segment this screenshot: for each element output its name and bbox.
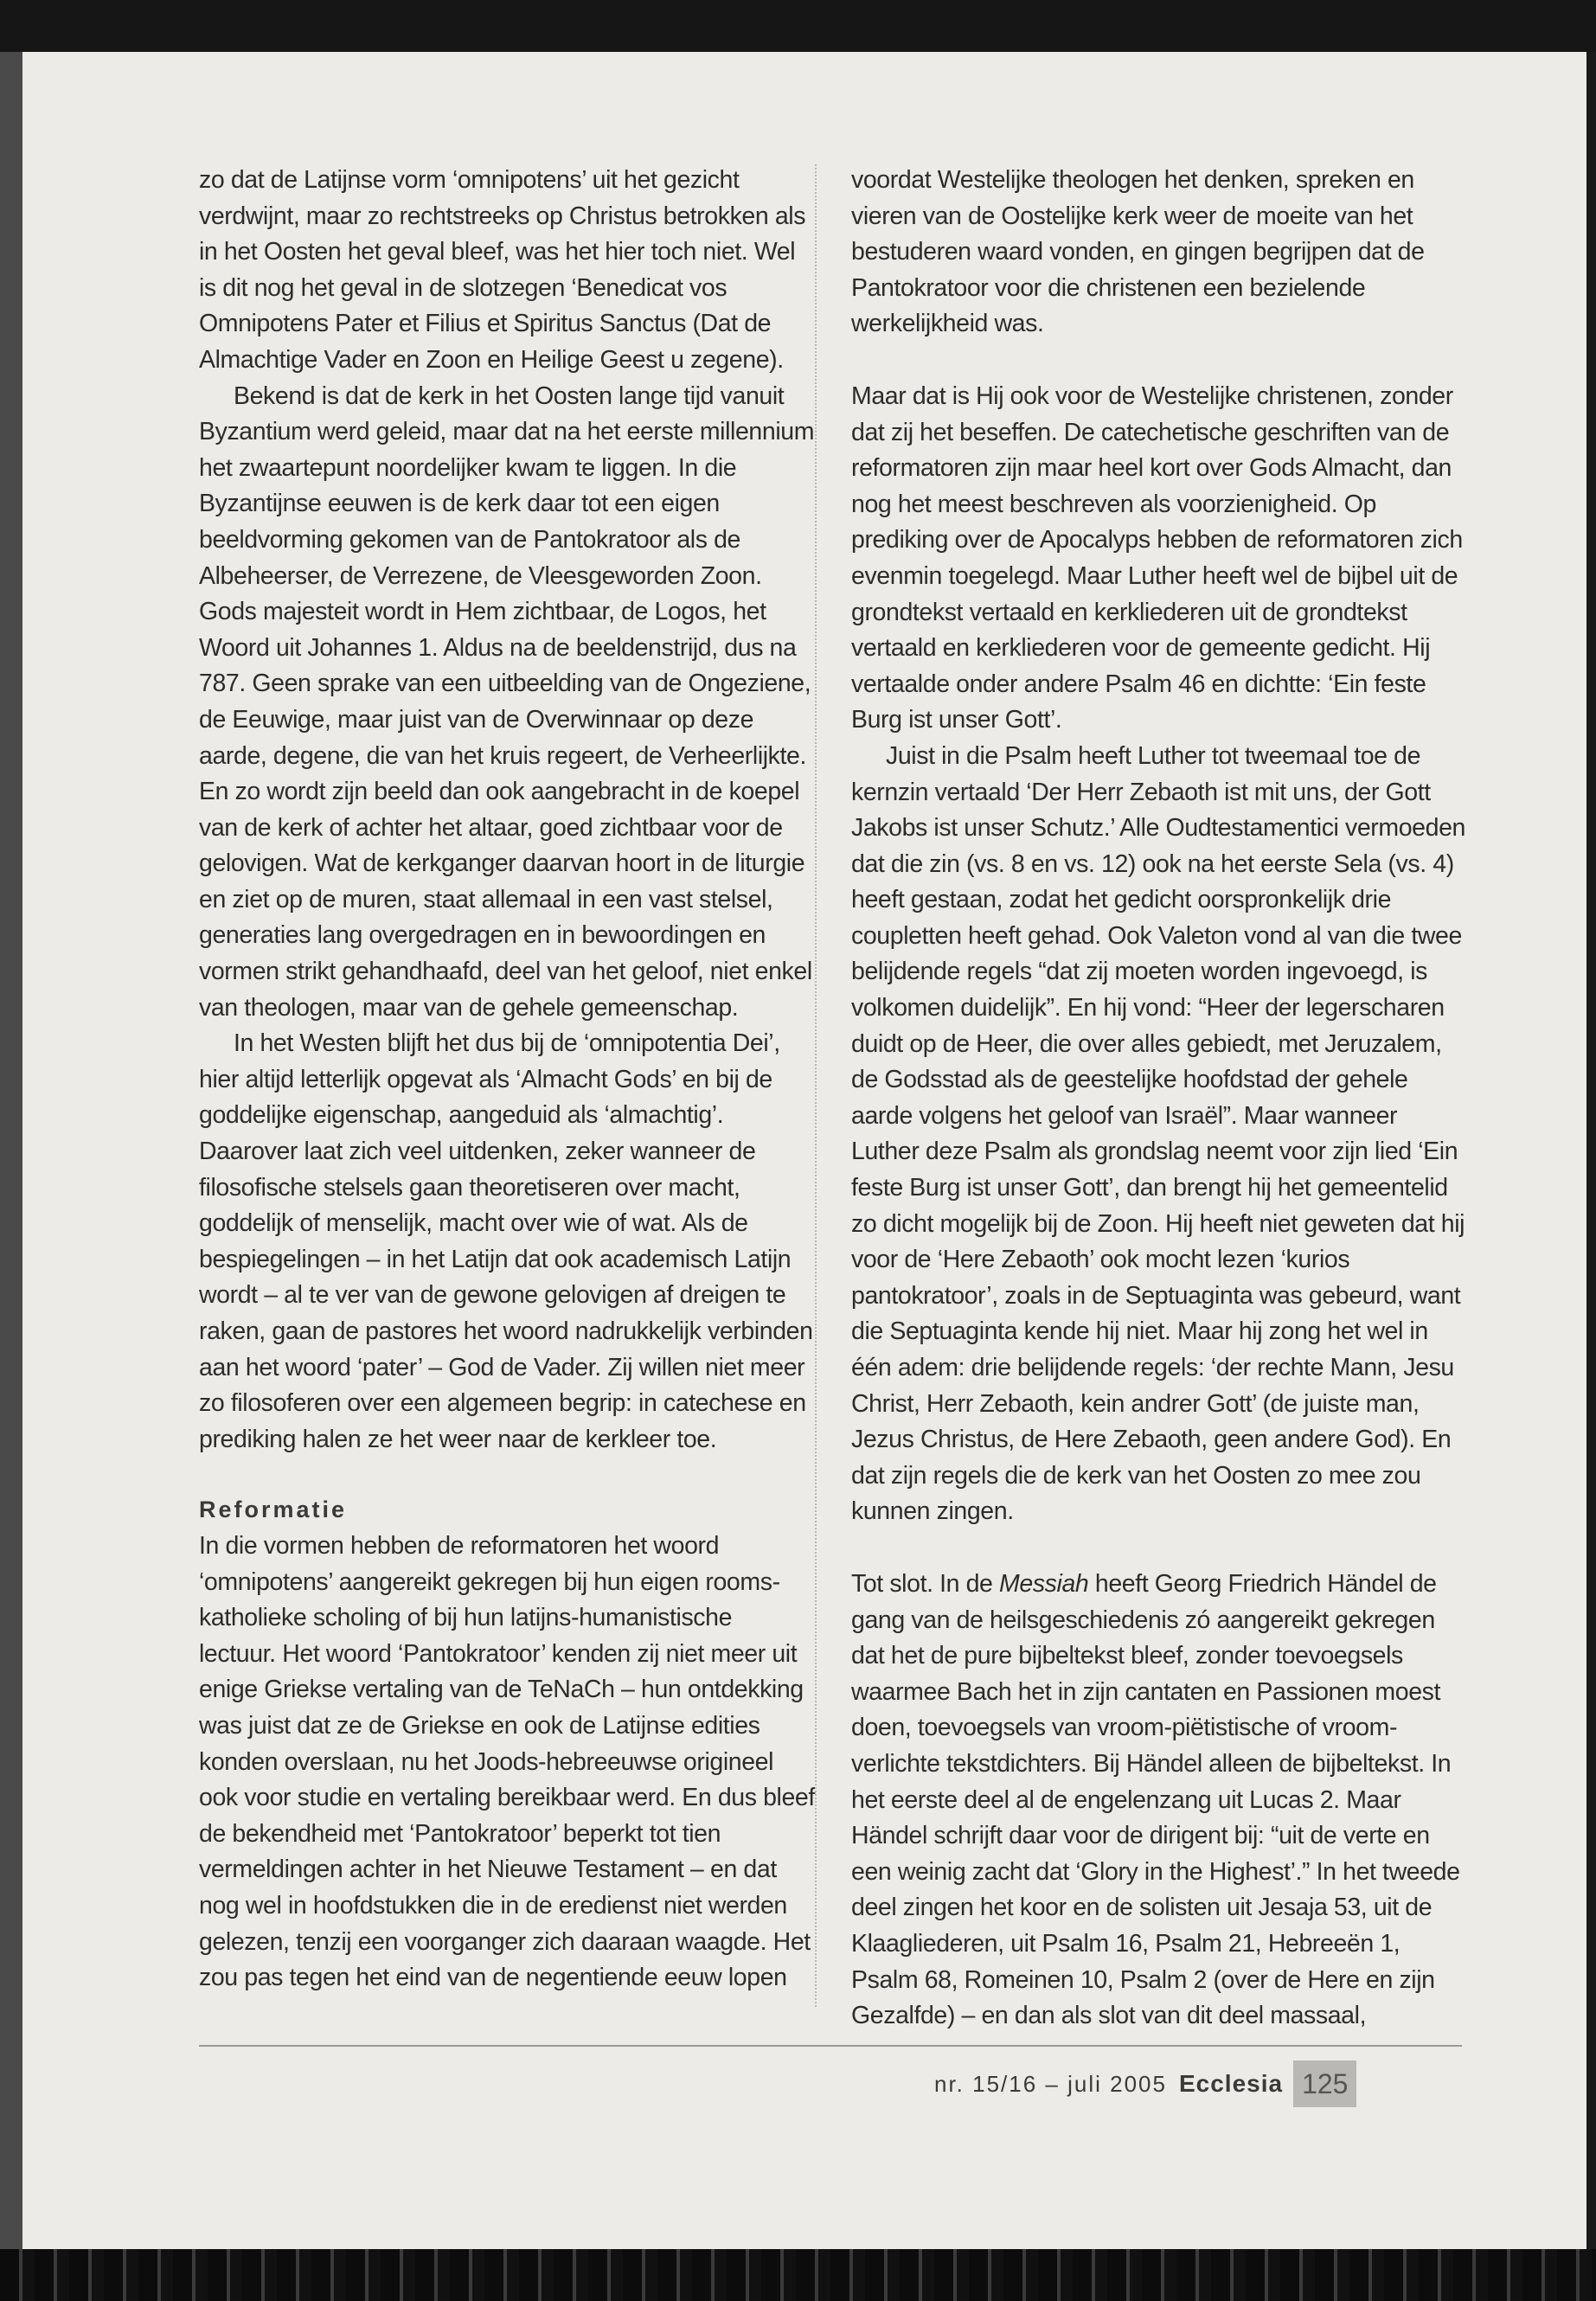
left-paragraph-3: In het Westen blijft het dus bij de ‘omnipotentia Dei’, hier altijd letterlijk opgevat als ‘Almacht Gods’ en bij de goddelijke eigenschap, aangeduid als ‘almachtig’. Daarover laat zich veel uitdenken, zeker wanneer de filosofische stelsels gaan theoretiseren over macht, goddelijk of menselijk, macht over wie of wat. Als de bespiegelingen – in het Latijn dat ook academisch Latijn wordt – al te ver van de gewone gelovigen af dreigen te raken, gaan de pastores het woord nadrukkelijk verbinden aan het woord ‘pater’ – God de Vader. Zij willen niet meer zo filosoferen over een algemeen begrip: in catechese en prediking halen ze het weer naar de kerkleer toe.: [199, 1029, 813, 1453]
column-divider: [815, 164, 817, 2007]
right-paragraph-2: Maar dat is Hij ook voor de Westelijke christenen, zonder dat zij het beseffen. De catechetische geschriften van de reformatoren zijn maar heel kort over Gods Almacht, dan nog het meest beschreven als voorzienigheid. Op prediking over de Apocalyps hebben de reformatoren zich evenmin toegelegd. Maar Luther heeft wel de bijbel uit de grondtekst vertaald en kerkliederen uit de grondtekst vertaald en kerkliederen voor de gemeente gedicht. Hij vertaalde onder andere Psalm 46 en dichtte: ‘Ein feste Burg ist unser Gott’.: [851, 381, 1463, 734]
left-paragraph-1: zo dat de Latijnse vorm ‘omnipotens’ uit het gezicht verdwijnt, maar zo rechtstreeks op Christus betrokken als in het Oosten het geval bleef, was het hier toch niet. Wel is dit nog het geval in de slotzegen ‘Benedicat vos Omnipotens Pater et Filius et Spiritus Sanctus (Dat de Almachtige Vader en Zoon en Heilige Geest u zegene).: [199, 166, 806, 374]
page-footer: [934, 2059, 1356, 2109]
scan-border-top: [0, 0, 1596, 52]
right-paragraph-4: [851, 1567, 1467, 2035]
left-column: [199, 163, 815, 1997]
right-paragraph-4-start: Tot slot. In de: [851, 1569, 1000, 1598]
footer-issue: nr. 15/16 – juli 2005: [934, 2070, 1167, 2097]
footer-magazine-name: Ecclesia: [1178, 2070, 1284, 2097]
footer-page-number: 125: [1293, 2061, 1356, 2107]
scan-border-left: [0, 52, 22, 2249]
scan-border-right: [1586, 52, 1596, 2249]
right-paragraph-1: voordat Westelijke theologen het denken, spreken en vieren van de Oostelijke kerk weer de moeite van het bestuderen waard vonden, en gingen begrijpen dat de Pantokratoor voor die christenen een bezielende werkelijkheid was.: [851, 166, 1425, 338]
left-paragraph-4: In die vormen hebben de reformatoren het woord ‘omnipotens’ aangereikt gekregen bij hun eigen rooms-katholieke scholing of bij hun latijns-humanistische lectuur. Het woord ‘Pantokratoor’ kenden zij niet meer uit enige Griekse vertaling van de TeNaCh – hun ontdekking was juist dat ze de Griekse en ook de Latijnse edities konden overslaan, nu het Joods-hebreeuwse origineel ook voor studie en vertaling bereikbaar werd. En dus bleef de bekendheid met ‘Pantokratoor’ beperkt tot tien vermeldingen achter in het Nieuwe Testament – en dat nog wel in hoofdstukken die in de eredienst niet werden gelezen, tenzij een voorganger zich daaraan waagde. Het zou pas tegen het eind van de negentiende eeuw lopen: [199, 1531, 815, 1992]
messiah-title: Messiah: [999, 1569, 1089, 1598]
right-paragraph-3: Juist in die Psalm heeft Luther tot tweemaal toe de kernzin vertaald ‘Der Herr Zebaoth ist mit uns, der Gott Jakobs ist unser Schutz.’ Alle Oudtestamentici vermoeden dat die zin (vs. 8 en vs. 12) ook na het eerste Sela (vs. 4) heeft gestaan, zodat het gedicht oorspronkelijk drie coupletten heeft gehad. Ook Valeton vond al van die twee belijdende regels “dat zij moeten worden ingevoegd, is volkomen duidelijk”. En hij vond: “Heer der legerscharen duidt op de Heer, die over alles gebiedt, met Jeruzalem, de Godsstad als de geestelijke hoofdstad der gehele aarde volgens het geloof van Israël”. Maar wanneer Luther deze Psalm als grondslag neemt voor zijn lied ‘Ein feste Burg ist unser Gott’, dan brengt hij het gemeentelid zo dicht mogelijk bij de Zoon. Hij heeft niet geweten dat hij voor de ‘Here Zebaoth’ ook mocht lezen ‘kurios pantokratoor’, zoals in de Septuaginta was gebeurd, want die Septuaginta kende hij niet. Maar hij zong het wel in één adem: drie belijdende regels: ‘der rechte Mann, Jesu Christ, Herr Zebaoth, kein andrer Gott’ (de juiste man, Jezus Christus, de Here Zebaoth, geen andere God). En dat zijn regels die de kerk van het Oosten zo mee zou kunnen zingen.: [851, 741, 1465, 1526]
scan-border-bottom: [0, 2249, 1596, 2301]
footer-rule: [199, 2045, 1462, 2047]
right-paragraph-4-rest: heeft Georg Friedrich Händel de gang van de heilsgeschiedenis zó aangereikt gekregen dat het de pure bijbeltekst bleef, zonder toevoegsels waarmee Bach het in zijn cantaten en Passionen moest doen, toevoegsels van vroom-piëtistische of vroom-verlichte tekstdichters. Bij Händel alleen de bijbeltekst. In het eerste deel al de engelenzang uit Lucas 2. Maar Händel schrijft daar voor de dirigent bij: “uit de verte en een weinig zacht dat ‘Glory in the Highest’.” In het tweede deel zingen het koor en de solisten uit Jesaja 53, uit de Klaagliederen, uit Psalm 16, Psalm 21, Hebreeën 1, Psalm 68, Romeinen 10, Psalm 2 (over de Here en zijn Gezalfde) – en dan als slot van dit deel massaal,: [851, 1569, 1460, 2030]
right-column: [851, 163, 1467, 2035]
left-paragraph-2: Bekend is dat de kerk in het Oosten lange tijd vanuit Byzantium werd geleid, maar dat na het eerste millennium het zwaartepunt noordelijker kwam te liggen. In die Byzantijnse eeuwen is de kerk daar tot een eigen beeldvorming gekomen van de Pantokratoor als de Albeheerser, de Verrezene, de Vleesgeworden Zoon. Gods majesteit wordt in Hem zichtbaar, de Logos, het Woord uit Johannes 1. Aldus na de beeldenstrijd, dus na 787. Geen sprake van een uitbeelding van de Ongeziene, de Eeuwige, maar juist van de Overwinnaar op deze aarde, degene, die van het kruis regeert, de Verheerlijkte. En zo wordt zijn beeld dan ook aangebracht in de koepel van de kerk of achter het altaar, goed zichtbaar voor de gelovigen. Wat de kerkganger daarvan hoort in de liturgie en ziet op de muren, staat allemaal in een vast stelsel, generaties lang overgedragen en in bewoordingen en vormen strikt gehandhaafd, deel van het geloof, niet enkel van theologen, maar van de gehele gemeenschap.: [199, 381, 815, 1022]
section-heading-reformatie: Reformatie: [199, 1497, 348, 1523]
